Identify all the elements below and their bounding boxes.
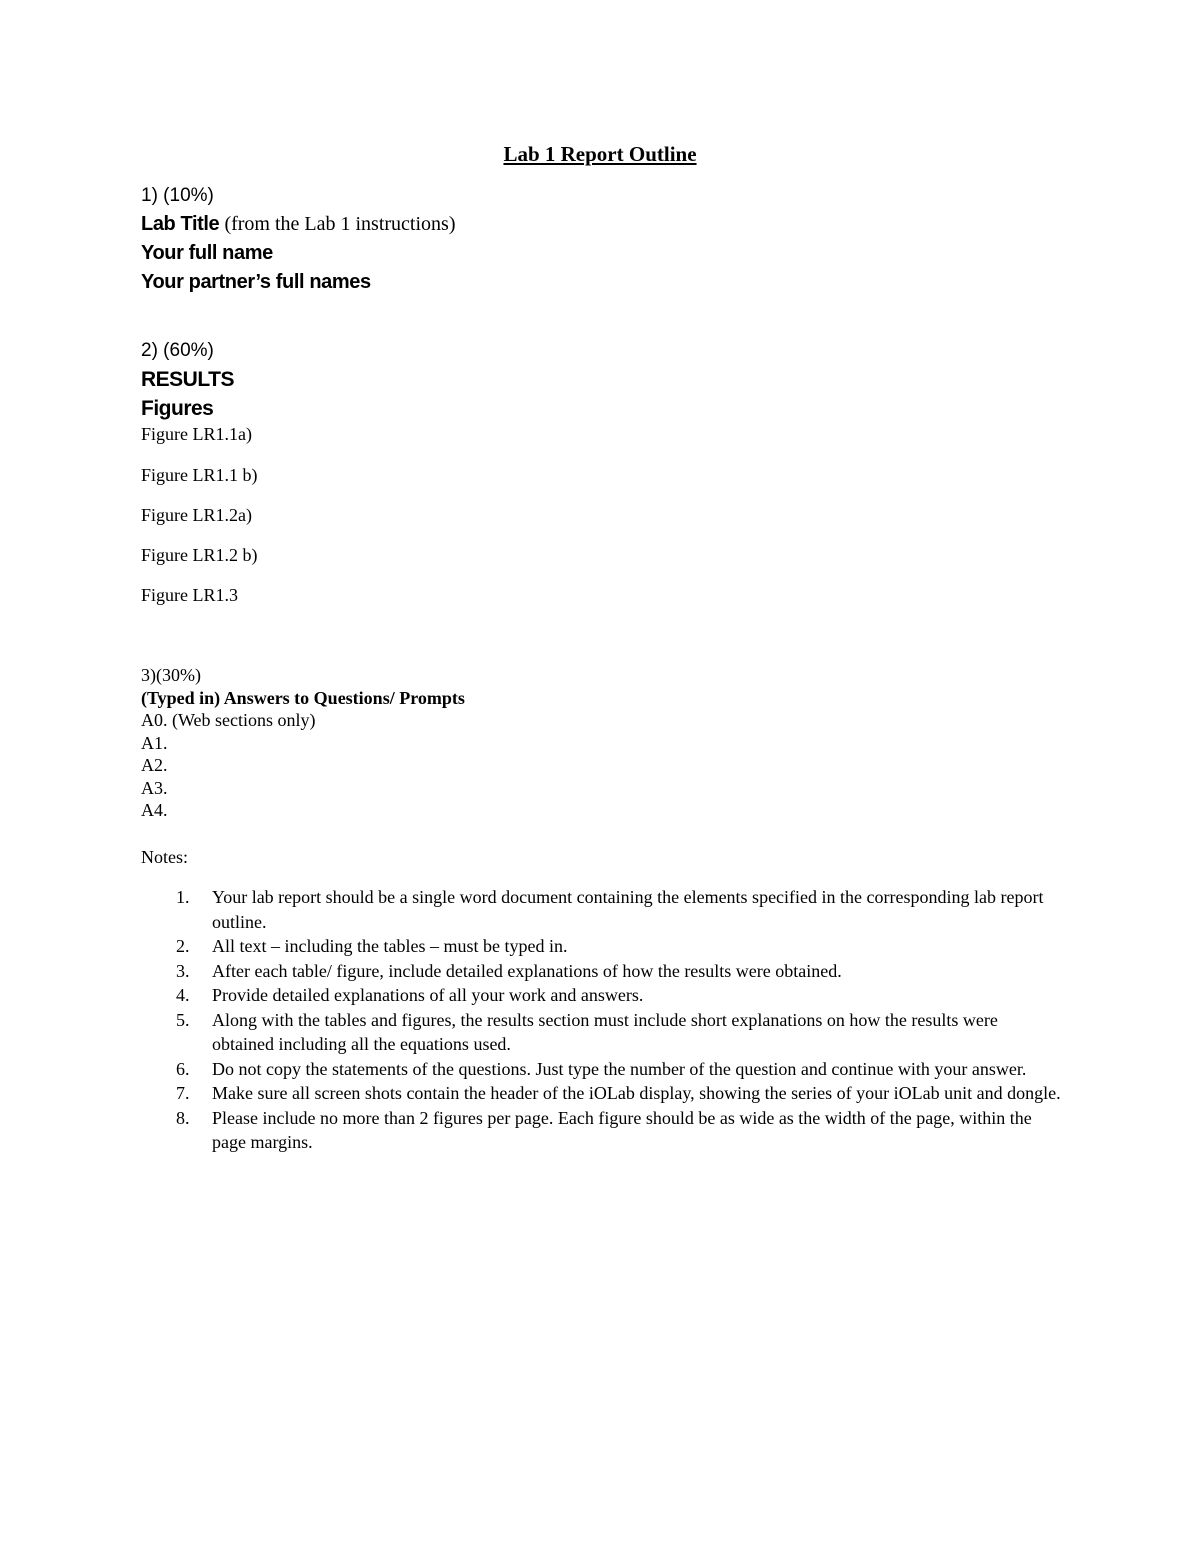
figure-item: Figure LR1.1a) — [141, 424, 252, 444]
figure-item: Figure LR1.2a) — [141, 505, 252, 525]
notes-label: Notes: — [141, 847, 188, 867]
figures-heading: Figures — [141, 397, 214, 420]
section-3-percent: 3)(30%) — [141, 665, 201, 685]
note-number: 6. — [176, 1058, 190, 1079]
note-item — [141, 1081, 1061, 1106]
lab-title-note: (from the Lab 1 instructions) — [224, 213, 456, 235]
note-text: All text – including the tables – must be typed in. — [212, 936, 568, 956]
notes-list — [141, 885, 1061, 1155]
results-heading: RESULTS — [141, 368, 234, 391]
answer-item: A4. — [141, 800, 168, 820]
note-item — [141, 885, 1061, 934]
note-number: 2. — [176, 936, 190, 956]
section-1-percent: 1) (10%) — [141, 185, 214, 206]
note-text: Along with the tables and figures, the results section must include short explanations on how the results were obtained including all the equations used. — [212, 1009, 998, 1054]
figure-item: Figure LR1.2 b) — [141, 545, 258, 565]
note-item — [141, 1057, 1061, 1082]
section-3 — [141, 664, 465, 822]
section-1 — [141, 182, 456, 297]
answer-item: A3. — [141, 777, 168, 798]
note-item — [141, 934, 1061, 959]
note-number: 8. — [176, 1107, 190, 1128]
section-2 — [141, 337, 234, 423]
lab-title-line — [141, 210, 456, 239]
note-number: 3. — [176, 960, 190, 981]
note-number: 5. — [176, 1009, 190, 1030]
note-number: 7. — [176, 1083, 190, 1103]
lab-title-label: Lab Title — [141, 213, 225, 235]
note-text: Do not copy the statements of the questions. Just type the number of the question and continue with your answer. — [212, 1058, 1027, 1079]
partner-names-line: Your partner’s full names — [141, 271, 371, 293]
note-item — [141, 1106, 1061, 1155]
answer-item: A2. — [141, 755, 168, 775]
note-text: Your lab report should be a single word document containing the elements specified in the corresponding lab report outline. — [212, 887, 1044, 932]
note-item — [141, 959, 1061, 984]
section-2-percent: 2) (60%) — [141, 340, 214, 361]
your-name-line: Your full name — [141, 242, 273, 264]
note-text: Make sure all screen shots contain the header of the iOLab display, showing the series of your iOLab unit and dongle. — [212, 1083, 1061, 1103]
answer-item: A1. — [141, 732, 168, 753]
figure-item: Figure LR1.3 — [141, 585, 238, 605]
note-item — [141, 983, 1061, 1008]
note-text: Please include no more than 2 figures per page. Each figure should be as wide as the width of the page, within the page margins. — [212, 1107, 1032, 1152]
note-number: 1. — [176, 887, 190, 907]
answer-item: A0. (Web sections only) — [141, 710, 316, 730]
document-title: Lab 1 Report Outline — [503, 142, 697, 166]
note-text: Provide detailed explanations of all your work and answers. — [212, 985, 644, 1005]
note-item — [141, 1008, 1061, 1057]
answers-heading: (Typed in) Answers to Questions/ Prompts — [141, 687, 465, 708]
note-number: 4. — [176, 985, 190, 1005]
note-text: After each table/ figure, include detailed explanations of how the results were obtained. — [212, 960, 842, 981]
figure-item: Figure LR1.1 b) — [141, 465, 258, 485]
